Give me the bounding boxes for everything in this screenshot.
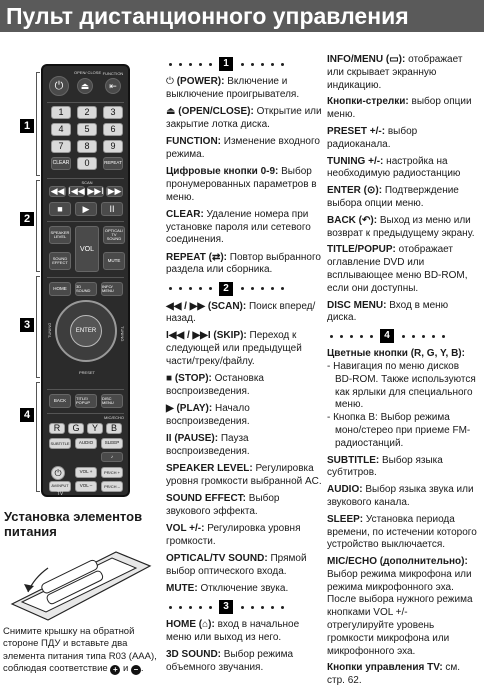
section-marker-3: 3 (20, 318, 34, 332)
tuning-minus-label: TUNING (47, 322, 52, 338)
skip-entry: I◀◀ / ▶▶I (SKIP): Переход к следующей или предыдущей части/треку/файлу. (166, 330, 302, 368)
red-button[interactable]: R (49, 423, 65, 434)
fast-forward-button[interactable]: ▶▶ (107, 186, 122, 196)
clear-entry: CLEAR: Удаление номера при установке пароля или сетевого соединения. (166, 208, 311, 246)
section-number: 3 (219, 600, 233, 614)
function-button[interactable]: ⇤ (105, 78, 121, 94)
digit-2-button[interactable]: 2 (77, 106, 97, 119)
divider (47, 102, 124, 103)
divider (47, 389, 124, 390)
open-close-label: OPEN/ CLOSE (74, 70, 102, 75)
sleep-entry: SLEEP: Установка периода времени, по истечении которого устройство выключается. (327, 513, 477, 551)
enter-button[interactable]: ENTER (70, 315, 102, 347)
3d-sound-entry: 3D SOUND: Выбор режима объемного звучания. (166, 649, 294, 674)
scan-entry: ◀◀ / ▶▶ (SCAN): Поиск вперед/ назад. (166, 300, 316, 325)
power-entry: ⏻ (POWER): Включение и выключение проигрывателя. (166, 76, 300, 100)
tv-vol-minus-button[interactable]: VOL – (75, 481, 97, 492)
section-header-3 (166, 600, 322, 614)
yellow-button[interactable]: Y (87, 423, 103, 434)
disc-menu-entry: DISC MENU: Вход в меню диска. (327, 299, 449, 324)
section-marker-4: 4 (20, 408, 34, 422)
info-menu-entry: INFO/MENU (▭): отображает или скрывает экранную индикацию. (327, 54, 463, 91)
section-number: 2 (219, 282, 233, 296)
tv-pr-ch-minus-button[interactable]: PR/CH – (101, 481, 123, 492)
tv-vol-plus-button[interactable]: VOL + (75, 467, 97, 478)
green-button[interactable]: G (68, 423, 84, 434)
section-header-4 (327, 329, 477, 343)
speaker-level-button[interactable]: SPEAKER LEVEL (49, 226, 71, 244)
repeat-button[interactable]: REPEAT (103, 157, 123, 170)
digit-9-button[interactable]: 9 (103, 140, 123, 153)
tuning-entry: TUNING +/-: настройка на необходимую радиостанцию (327, 155, 461, 180)
open-close-entry: ⏏ (OPEN/CLOSE): Открытие или закрытие лотка диска. (166, 105, 322, 130)
scan-label: SCAN (81, 180, 93, 185)
digit-1-button[interactable]: 1 (51, 106, 71, 119)
and-word: и (122, 662, 129, 674)
speaker-level-entry: SPEAKER LEVEL: Регулировка уровня громкости выбранной AC. (166, 463, 322, 488)
tuning-plus-label: TUNING (120, 326, 125, 342)
audio-entry: AUDIO: Выбор языка звука или звукового канала. (327, 484, 474, 508)
section-bracket-1 (36, 72, 40, 176)
description-column-2 (327, 54, 477, 692)
section-bracket-4 (36, 382, 40, 492)
section-number: 4 (380, 329, 394, 343)
title-popup-entry: TITLE/POPUP: отображает оглавление DVD или всплывающее меню BD-ROM, если они доступны. (327, 244, 468, 294)
color-keys-item-1: - Навигация по меню дисков BD-ROM. Также используются как ярлыки для специального меню. (327, 360, 476, 411)
back-entry: BACK (↶): Выход из меню или возврат к предыдущему экрану. (327, 214, 475, 239)
digit-8-button[interactable]: 8 (77, 140, 97, 153)
clear-button[interactable]: CLEAR (51, 157, 71, 170)
section-marker-1: 1 (20, 119, 34, 133)
divider (47, 277, 124, 278)
preset-down-label: PRESET (78, 370, 95, 375)
tv-power-button[interactable]: ⏻ (51, 466, 65, 480)
preset-entry: PRESET +/-: выбор радиоканала. (327, 125, 418, 150)
tv-pr-ch-plus-button[interactable]: PR/CH + (101, 467, 123, 478)
audio-button[interactable]: AUDIO (75, 438, 97, 449)
section-header-1 (166, 57, 322, 71)
battery-install-illustration (8, 542, 156, 622)
home-entry: HOME (⌂): вход в начальное меню или выход из него. (166, 619, 300, 644)
mic-echo-entry: MIC/ECHO (дополнительно): Выбор режима микрофона или режима микрофонного эха. После выбора нужного режима кнопками VOL +/- отрегулируйте уровень громкости микрофона или микрофонного эха. (327, 556, 473, 657)
back-icon: ↶ (362, 214, 371, 226)
subtitle-button[interactable]: SUBTITLE (49, 438, 71, 449)
mic-echo-button[interactable]: ♪ (101, 452, 123, 462)
pause-button[interactable]: II (101, 202, 123, 216)
divider (47, 178, 124, 179)
power-icon: ⏻ (166, 76, 177, 87)
optical-tv-sound-button[interactable]: OPTICAL/ TV SOUND (103, 226, 125, 244)
divider (47, 221, 124, 222)
page-title: Пульт дистанционного управления (0, 0, 484, 32)
home-icon: ⌂ (202, 619, 209, 631)
remote-control-illustration (41, 64, 130, 497)
optical-entry: OPTICAL/TV SOUND: Прямой выбор оптического входа. (166, 553, 307, 577)
digit-0-button[interactable]: 0 (77, 157, 97, 170)
rewind-button[interactable]: ◀◀ (50, 186, 65, 196)
info-icon: ▭ (389, 54, 399, 65)
digit-5-button[interactable]: 5 (77, 123, 97, 136)
title-popup-button[interactable]: TITLE/ POPUP (75, 394, 97, 408)
eject-button[interactable]: ⏏ (77, 78, 93, 94)
mic-echo-label: MIC/ECHO (104, 415, 124, 420)
digit-6-button[interactable]: 6 (103, 123, 123, 136)
enter-entry: ENTER (⊙): Подтверждение выбора опции меню. (327, 185, 459, 209)
battery-heading: Установка элементов питания (4, 509, 143, 539)
function-label: FUNCTION (102, 71, 124, 76)
digit-3-button[interactable]: 3 (103, 106, 123, 119)
pause-entry: II (PAUSE): Пауза воспроизведения. (166, 433, 250, 458)
skip-back-button[interactable]: I◀◀ (68, 186, 85, 196)
color-keys-entry: Цветные кнопки (R, G, Y, B): (327, 348, 465, 360)
description-column-1 (166, 54, 322, 679)
sound-effect-entry: SOUND EFFECT: Выбор звукового эффекта. (166, 493, 280, 517)
period: . (140, 662, 144, 674)
digits-entry: Цифровые кнопки 0-9: Выбор пронумерованных параметров в меню. (166, 165, 317, 203)
section-header-2 (166, 282, 322, 296)
vol-entry: VOL +/-: Регулировка уровня громкости. (166, 523, 301, 547)
skip-forward-button[interactable]: ▶▶I (87, 186, 104, 196)
stop-entry: ■ (STOP): Остановка воспроизведения. (166, 373, 264, 398)
battery-text: Снимите крышку на обратной стороне ПДУ и вставьте два элемента питания типа R03 (AAA), соблюдая соответствие (3, 626, 157, 674)
digit-7-button[interactable]: 7 (51, 140, 71, 153)
repeat-entry: REPEAT (⇄): Повтор выбранного раздела или сборника. (166, 251, 321, 276)
sleep-button[interactable]: SLEEP (101, 438, 123, 449)
section-number: 1 (219, 57, 233, 71)
color-keys-item-2: - Кнопка B: Выбор режима моно/стерео при приеме FM-радиостанций. (327, 412, 471, 449)
section-bracket-2 (36, 180, 40, 272)
play-entry: ▶ (PLAY): Начало воспроизведения. (166, 403, 250, 428)
play-button[interactable]: ▶ (75, 202, 97, 216)
mute-button[interactable]: MUTE (103, 252, 125, 270)
back-button[interactable]: BACK (49, 394, 71, 408)
sound-effect-button[interactable]: SOUND EFFECT (49, 252, 71, 270)
divider (47, 413, 124, 414)
eject-icon: ⏏ (166, 105, 179, 117)
plus-symbol: + (110, 665, 120, 675)
tv-keys-entry: Кнопки управления TV: см. стр. 62. (327, 662, 461, 687)
section-bracket-3 (36, 276, 40, 378)
3d-sound-button[interactable]: 3D SOUND (75, 282, 97, 296)
blue-button[interactable]: B (106, 423, 122, 434)
power-button[interactable]: ⏻ (49, 76, 69, 96)
minus-symbol: – (131, 665, 141, 675)
section-marker-2: 2 (20, 212, 34, 226)
mute-entry: MUTE: Отключение звука. (166, 583, 289, 595)
battery-instructions (3, 626, 161, 675)
tv-av-input-button[interactable]: AV/INPUT (49, 481, 71, 492)
digit-4-button[interactable]: 4 (51, 123, 71, 136)
function-entry: FUNCTION: Изменение входного режима. (166, 135, 320, 160)
arrows-entry: Кнопки-стрелки: выбор опции меню. (327, 96, 472, 121)
disc-menu-button[interactable]: DISC MENU (101, 394, 123, 408)
repeat-icon: ⇄ (211, 251, 221, 263)
stop-button[interactable]: ■ (49, 202, 71, 216)
home-button[interactable]: HOME (49, 282, 71, 296)
volume-rocker[interactable]: VOL (75, 226, 99, 272)
info-menu-button[interactable]: INFO/ MENU (101, 282, 123, 296)
subtitle-entry: SUBTITLE: Выбор языка субтитров. (327, 454, 443, 479)
tv-label: TV (56, 491, 64, 497)
enter-icon: ⊙ (367, 185, 376, 197)
